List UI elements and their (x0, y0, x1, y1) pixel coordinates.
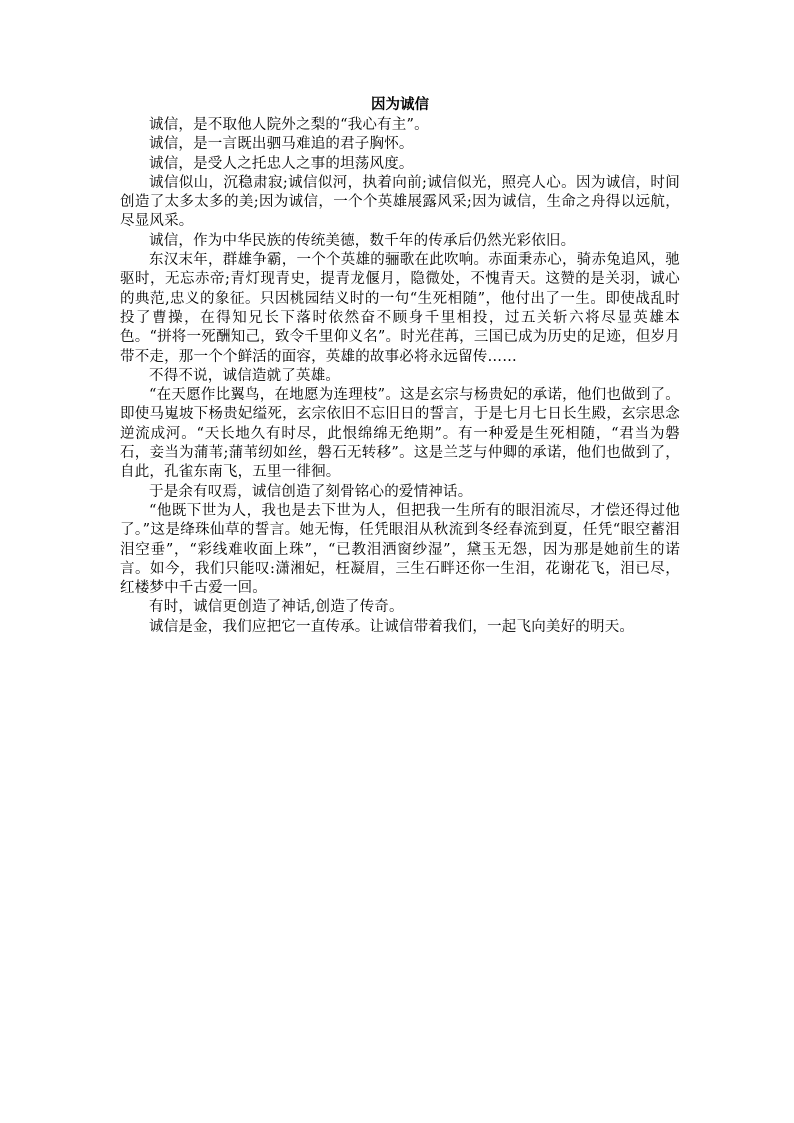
document-title: 因为诚信 (371, 96, 429, 113)
paragraph: 有时，诚信更创造了神话,创造了传奇。 (149, 599, 404, 616)
paragraph: 诚信，作为中华民族的传统美德，数千年的传承后仍然光彩依旧。 (149, 232, 576, 249)
paragraph: 不得不说，诚信造就了英雄。 (149, 367, 341, 384)
paragraph: 诚信，是一言既出驷马难追的君子胸怀。 (149, 136, 414, 153)
paragraph: 诚信似山，沉稳肃寂;诚信似河，执着向前;诚信似光，照亮人心。因为诚信，时间创造了太多太多的美;因为诚信，一个个英雄展露风采;因为诚信，生命之舟得以远航，尽显风采。 (120, 174, 680, 230)
paragraph: 诚信，是受人之托忠人之事的坦荡风度。 (149, 155, 414, 172)
paragraph: 东汉末年，群雄争霸，一个个英雄的骊歌在此吹响。赤面秉赤心，骑赤兔追风，驰驱时，无忘赤帝;青灯现青史，提青龙偃月，隐微处，不愧青天。这赞的是关羽，诚心的典范,忠义的象征。只因桃园结义时的一句“生死相随”，他付出了一生。即使战乱时投了曹操，在得知兄长下落时依然奋不顾身千里相投，过五关斩六将尽显英雄本色。“拼将一死酬知己，致令千里仰义名”。时光荏苒，三国已成为历史的足迹，但岁月带不走，那一个个鲜活的面容，英雄的故事必将永远留传…… (120, 252, 680, 365)
paragraph: 于是余有叹焉，诚信创造了刻骨铭心的爱情神话。 (149, 483, 473, 500)
paragraph: 诚信是金，我们应把它一直传承。让诚信带着我们，一起飞向美好的明天。 (149, 618, 635, 635)
paragraph: 诚信，是不取他人院外之梨的“我心有主”。 (149, 117, 429, 133)
document-page (120, 95, 680, 637)
paragraph: “在天愿作比翼鸟，在地愿为连理枝”。这是玄宗与杨贵妃的承诺，他们也做到了。即使马嵬坡下杨贵妃缢死，玄宗依旧不忘旧日的誓言，于是七月七日长生殿，玄宗思念逆流成河。“天长地久有时尽，此恨绵绵无绝期”。有一种爱是生死相随，“君当为磐石，妾当为蒲苇;蒲苇纫如丝，磐石无转移”。这是兰芝与仲卿的承诺，他们也做到了，自此，孔雀东南飞，五里一徘徊。 (120, 387, 680, 481)
paragraph: “他既下世为人，我也是去下世为人，但把我一生所有的眼泪流尽，才偿还得过他了。”这是绛珠仙草的誓言。她无悔，任凭眼泪从秋流到冬经春流到夏，任凭“眼空蓄泪泪空垂”，“彩线难收面上珠”，“已教泪洒窗纱湿”，黛玉无怨，因为那是她前生的诺言。如今，我们只能叹:潇湘妃，枉凝眉，三生石畔还你一生泪，花谢花飞，泪已尽，红楼梦中千古爱一回。 (120, 502, 680, 597)
